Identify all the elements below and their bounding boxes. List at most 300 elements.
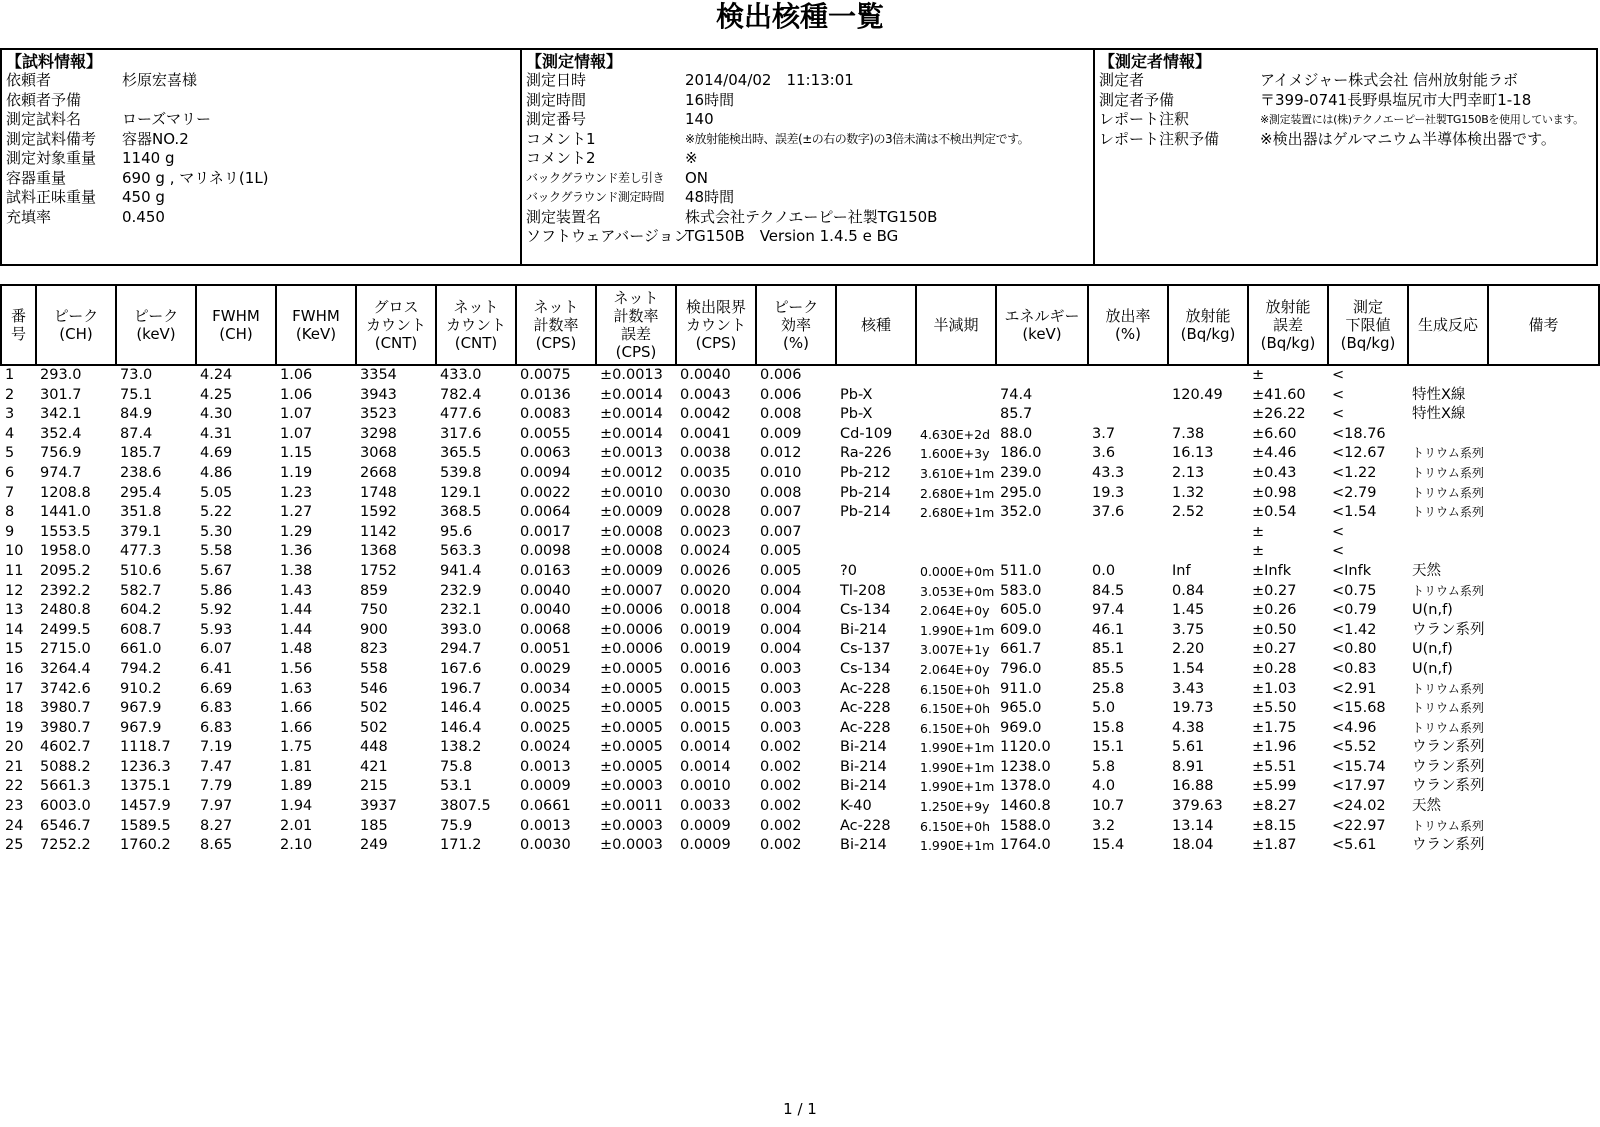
table-cell: <2.79: [1332, 484, 1377, 501]
table-cell: 1.56: [280, 660, 313, 677]
table-cell: [996, 523, 1088, 543]
table-cell: 433.0: [440, 367, 482, 383]
table-cell: 138.2: [440, 739, 482, 756]
table-cell: 605.0: [1000, 602, 1042, 619]
table-cell: ±6.60: [1252, 425, 1297, 442]
table-cell: 1236.3: [120, 758, 171, 775]
table-cell: <22.97: [1332, 817, 1386, 834]
measure-info-value: ※放射能検出時、誤差(±の右の数字)の3倍未満は不検出判定です。: [685, 131, 1030, 146]
table-cell: Pb-X: [840, 386, 873, 403]
table-cell: ±4.46: [1252, 445, 1297, 462]
table-cell: 539.8: [440, 464, 482, 481]
table-cell: ±5.51: [1252, 758, 1297, 775]
table-cell: Cs-134: [840, 602, 891, 619]
table-cell: 1.990E+1m: [920, 740, 995, 756]
table-cell: 85.1: [1092, 641, 1125, 658]
table-cell: <15.68: [1332, 700, 1386, 717]
table-cell: 558: [360, 660, 388, 677]
table-row: [1, 365, 1599, 386]
table-cell: 1.89: [280, 778, 313, 795]
table-cell: <1.42: [1332, 621, 1377, 638]
table-cell: 3980.7: [40, 719, 91, 736]
table-cell: 185.7: [120, 445, 162, 462]
table-cell: 295.0: [1000, 484, 1042, 501]
table-cell: ウラン系列: [1412, 778, 1485, 795]
table-cell: 608.7: [120, 621, 162, 638]
table-cell: [1488, 601, 1599, 621]
table-cell: 0.0661: [520, 798, 571, 815]
table-cell: 6.83: [200, 700, 233, 717]
table-cell: [916, 542, 996, 562]
table-cell: 0.0098: [520, 543, 571, 560]
column-header: グロス カウント (CNT): [356, 285, 436, 365]
table-cell: 0.0136: [520, 386, 571, 403]
table-cell: <0.80: [1332, 641, 1377, 658]
table-cell: [996, 365, 1088, 386]
table-cell: Pb-214: [840, 504, 891, 521]
table-cell: 941.4: [440, 562, 482, 579]
table-cell: 3.6: [1092, 445, 1116, 462]
table-cell: 794.2: [120, 660, 162, 677]
sample-info-row: [6, 188, 520, 208]
table-cell: 965.0: [1000, 700, 1042, 717]
column-header: ピーク (keV): [116, 285, 196, 365]
table-cell: 1.32: [1172, 484, 1205, 501]
table-cell: 171.2: [440, 837, 482, 854]
table-cell: <0.83: [1332, 660, 1377, 677]
table-cell: 6.150E+0h: [920, 681, 991, 697]
table-row: [1, 582, 1599, 602]
table-cell: 1.38: [280, 562, 313, 579]
table-cell: 0.004: [760, 602, 802, 619]
column-header: 備考: [1488, 285, 1599, 365]
table-cell: [916, 523, 996, 543]
page-number: 1 / 1: [783, 1100, 817, 1118]
sample-info-heading: 【試料情報】: [6, 52, 103, 71]
table-cell: [1408, 425, 1488, 445]
table-cell: 1375.1: [120, 778, 171, 795]
table-cell: トリウム系列: [1412, 465, 1484, 480]
column-header: 半減期: [916, 285, 996, 365]
table-cell: Bi-214: [840, 837, 887, 854]
table-cell: 0.0051: [520, 641, 571, 658]
table-cell: 3298: [360, 425, 397, 442]
table-cell: 911.0: [1000, 680, 1042, 697]
table-cell: 3523: [360, 406, 397, 423]
table-cell: 13: [5, 602, 24, 619]
page-title: 検出核種一覧: [715, 0, 884, 33]
table-cell: ウラン系列: [1412, 621, 1485, 638]
table-cell: [1088, 365, 1168, 386]
measurer-info-label: レポート注釈: [1099, 110, 1190, 128]
table-cell: ウラン系列: [1412, 837, 1485, 854]
table-cell: 0.0033: [680, 798, 731, 815]
table-cell: 1142: [360, 523, 397, 540]
table-cell: Tl-208: [840, 582, 886, 599]
table-cell: 295.4: [120, 484, 162, 501]
table-cell: 0.006: [760, 367, 802, 383]
table-cell: [1168, 523, 1248, 543]
column-header: 放出率 (%): [1088, 285, 1168, 365]
table-cell: 365.5: [440, 445, 482, 462]
table-cell: 0.0015: [680, 700, 731, 717]
table-cell: 1.07: [280, 406, 313, 423]
sample-info-value: 690 g , マリネリ(1L): [122, 168, 269, 187]
table-cell: 1.990E+1m: [920, 759, 995, 775]
table-cell: 750: [360, 602, 388, 619]
table-cell: 95.6: [440, 523, 473, 540]
table-cell: 967.9: [120, 719, 162, 736]
table-cell: [1488, 817, 1599, 837]
table-cell: 609.0: [1000, 621, 1042, 638]
table-cell: [1168, 405, 1248, 425]
table-cell: 4.38: [1172, 719, 1205, 736]
table-cell: 563.3: [440, 543, 482, 560]
table-cell: [1488, 425, 1599, 445]
table-cell: [1488, 738, 1599, 758]
table-cell: 1: [5, 367, 15, 383]
table-cell: 75.8: [440, 758, 473, 775]
table-cell: 0.0019: [680, 621, 731, 638]
table-cell: 0.003: [760, 700, 802, 717]
table-cell: 0.0035: [680, 464, 731, 481]
table-cell: 0.0023: [680, 523, 731, 540]
column-header: 測定 下限値 (Bq/kg): [1328, 285, 1408, 365]
table-cell: 5.0: [1092, 700, 1116, 717]
table-cell: トリウム系列: [1412, 720, 1484, 735]
table-cell: 5.61: [1172, 739, 1205, 756]
table-row: [1, 503, 1599, 523]
table-cell: 19.73: [1172, 700, 1214, 717]
table-cell: 0.006: [760, 386, 802, 403]
table-cell: Ac-228: [840, 700, 891, 717]
table-cell: 16.13: [1172, 445, 1214, 462]
table-cell: 0.0014: [680, 739, 731, 756]
table-cell: 85.7: [1000, 406, 1033, 423]
table-row: [1, 817, 1599, 837]
measure-info-row: [526, 188, 1093, 208]
table-cell: 2.52: [1172, 504, 1205, 521]
table-cell: 2.680E+1m: [920, 505, 995, 521]
table-cell: 0.0014: [680, 758, 731, 775]
table-cell: 823: [360, 641, 388, 658]
table-cell: 368.5: [440, 504, 482, 521]
table-cell: 0.0068: [520, 621, 571, 638]
table-cell: <0.75: [1332, 582, 1377, 599]
table-cell: 167.6: [440, 660, 482, 677]
table-cell: 88.0: [1000, 425, 1033, 442]
table-cell: 129.1: [440, 484, 482, 501]
table-cell: 0.0043: [680, 386, 731, 403]
measure-info-row: [526, 227, 1093, 247]
column-header: FWHM (CH): [196, 285, 276, 365]
sample-info-value: ローズマリー: [122, 110, 211, 128]
table-cell: 1441.0: [40, 504, 91, 521]
table-cell: [836, 523, 916, 543]
table-cell: 0.002: [760, 778, 802, 795]
table-cell: 6.83: [200, 719, 233, 736]
table-cell: 43.3: [1092, 464, 1125, 481]
table-cell: 0.0041: [680, 425, 731, 442]
table-cell: 2715.0: [40, 641, 91, 658]
table-cell: 5: [5, 445, 15, 462]
table-cell: 1.15: [280, 445, 313, 462]
table-cell: 448: [360, 739, 388, 756]
table-cell: [1488, 365, 1599, 386]
table-cell: 19.3: [1092, 484, 1125, 501]
table-cell: 0.005: [760, 543, 802, 560]
table-cell: 0.0009: [680, 817, 731, 834]
table-cell: 天然: [1412, 562, 1441, 579]
nuclide-table: [0, 284, 1600, 856]
table-cell: 7.38: [1172, 425, 1205, 442]
table-cell: <: [1332, 386, 1345, 403]
table-cell: ±0.0005: [600, 700, 663, 717]
table-cell: <1.22: [1332, 464, 1377, 481]
table-cell: 3.007E+1y: [920, 642, 990, 658]
table-cell: 186.0: [1000, 445, 1042, 462]
table-row: [1, 640, 1599, 660]
table-cell: 0.0028: [680, 504, 731, 521]
table-cell: 0.012: [760, 445, 802, 462]
table-cell: [1488, 719, 1599, 739]
measure-info-row: [526, 71, 1093, 91]
table-cell: 53.1: [440, 778, 473, 795]
table-cell: ±0.0005: [600, 680, 663, 697]
table-cell: 661.7: [1000, 641, 1042, 658]
sample-info-value: 0.450: [122, 207, 165, 226]
table-cell: [996, 542, 1088, 562]
table-cell: 6003.0: [40, 798, 91, 815]
table-cell: <5.52: [1332, 739, 1377, 756]
table-cell: <18.76: [1332, 425, 1386, 442]
table-cell: Bi-214: [840, 739, 887, 756]
table-cell: 3068: [360, 445, 397, 462]
table-cell: 0.0083: [520, 406, 571, 423]
table-cell: 0.004: [760, 621, 802, 638]
table-cell: 1460.8: [1000, 798, 1051, 815]
table-cell: ±0.0014: [600, 406, 663, 423]
table-cell: 249: [360, 837, 388, 854]
table-cell: 4.86: [200, 464, 233, 481]
table-cell: 1752: [360, 562, 397, 579]
table-cell: Cd-109: [840, 425, 893, 442]
measure-info-row: [526, 91, 1093, 111]
table-cell: 0.0042: [680, 406, 731, 423]
table-row: [1, 523, 1599, 543]
sample-info-row: [6, 208, 520, 228]
table-cell: ±0.0008: [600, 543, 663, 560]
table-cell: [1488, 484, 1599, 504]
measure-info-value: 16時間: [685, 90, 735, 109]
table-cell: 756.9: [40, 445, 82, 462]
table-cell: 5.86: [200, 582, 233, 599]
table-cell: ±0.54: [1252, 504, 1297, 521]
table-cell: トリウム系列: [1412, 446, 1484, 461]
column-header: 核種: [836, 285, 916, 365]
table-cell: 73.0: [120, 367, 153, 383]
table-cell: 0.0013: [520, 817, 571, 834]
table-cell: 14: [5, 621, 24, 638]
table-cell: 796.0: [1000, 660, 1042, 677]
measure-info-label: バックグラウンド測定時間: [526, 190, 665, 204]
table-cell: ±0.43: [1252, 464, 1297, 481]
table-cell: 0.0013: [520, 758, 571, 775]
measure-info-label: コメント2: [526, 149, 596, 167]
measurer-info-heading: 【測定者情報】: [1099, 52, 1212, 71]
table-cell: トリウム系列: [1412, 583, 1484, 598]
table-cell: 37.6: [1092, 504, 1125, 521]
table-cell: ±0.50: [1252, 621, 1297, 638]
table-row: [1, 777, 1599, 797]
table-cell: Ac-228: [840, 680, 891, 697]
table-cell: ±0.0014: [600, 386, 663, 403]
sample-info-label: 充填率: [6, 207, 52, 226]
table-cell: 1.250E+9y: [920, 799, 990, 815]
table-cell: Ra-226: [840, 445, 892, 462]
table-cell: [1088, 523, 1168, 543]
table-cell: [1088, 386, 1168, 406]
table-cell: 5.05: [200, 484, 233, 501]
table-cell: ±1.96: [1252, 739, 1297, 756]
table-cell: 2.13: [1172, 464, 1205, 481]
table-cell: 2.10: [280, 837, 313, 854]
table-cell: <12.67: [1332, 445, 1386, 462]
table-cell: ±0.27: [1252, 641, 1297, 658]
table-cell: 782.4: [440, 386, 482, 403]
measure-info-label: バックグラウンド差し引き: [526, 170, 665, 185]
table-row: [1, 562, 1599, 582]
table-cell: 421: [360, 758, 388, 775]
table-cell: 0.0075: [520, 367, 571, 383]
table-cell: 18: [5, 700, 24, 717]
table-cell: 1378.0: [1000, 778, 1051, 795]
table-cell: 583.0: [1000, 582, 1042, 599]
measure-info-value: ON: [685, 168, 709, 187]
table-cell: U(n,f): [1412, 602, 1453, 619]
measurer-info-value: ※測定装置には(株)テクノエーピー社製TG150Bを使用しています。: [1260, 113, 1584, 126]
table-cell: 0.0: [1092, 562, 1116, 579]
sample-info-section: [2, 50, 520, 264]
table-cell: ±41.60: [1252, 386, 1306, 403]
table-row: [1, 660, 1599, 680]
table-row: [1, 621, 1599, 641]
table-cell: 185: [360, 817, 388, 834]
table-cell: 7252.2: [40, 837, 91, 854]
table-cell: ±0.0011: [600, 798, 663, 815]
measurer-info-value: 〒399-0741長野県塩尻市大門幸町1-18: [1260, 90, 1532, 109]
table-cell: 1.990E+1m: [920, 779, 995, 795]
table-cell: ±0.0005: [600, 758, 663, 775]
table-cell: Cs-137: [840, 641, 891, 658]
sample-info-label: 測定対象重量: [6, 149, 97, 167]
table-cell: 0.0024: [680, 543, 731, 560]
measure-info-value: TG150B Version 1.4.5 e BG: [685, 227, 899, 245]
table-cell: 23: [5, 798, 24, 815]
table-cell: 1.45: [1172, 602, 1205, 619]
table-cell: 7.19: [200, 739, 233, 756]
table-cell: 25: [5, 837, 24, 854]
table-cell: 20: [5, 739, 24, 756]
table-row: [1, 484, 1599, 504]
table-cell: 6.150E+0h: [920, 701, 991, 717]
measure-info-label: コメント1: [526, 129, 596, 148]
table-cell: 1.75: [280, 739, 313, 756]
table-cell: Bi-214: [840, 778, 887, 795]
table-cell: 0.0015: [680, 680, 731, 697]
table-cell: 294.7: [440, 641, 482, 658]
table-cell: 2668: [360, 464, 397, 481]
table-cell: Ac-228: [840, 817, 891, 834]
table-cell: 7.97: [200, 798, 233, 815]
table-cell: 232.9: [440, 582, 482, 599]
table-cell: 5.58: [200, 543, 233, 560]
table-cell: 1589.5: [120, 817, 171, 834]
table-cell: 0.0009: [520, 778, 571, 795]
table-cell: 0.0030: [520, 837, 571, 854]
table-cell: 974.7: [40, 464, 82, 481]
sample-info-value: 容器NO.2: [122, 129, 189, 148]
table-cell: 0.004: [760, 641, 802, 658]
table-cell: ±0.0006: [600, 621, 663, 638]
table-cell: 3: [5, 406, 15, 423]
table-cell: 10: [5, 543, 24, 560]
table-cell: 967.9: [120, 700, 162, 717]
table-header-row: [1, 285, 1599, 365]
table-cell: 379.1: [120, 523, 162, 540]
table-cell: トリウム系列: [1412, 485, 1484, 500]
table-cell: 5.92: [200, 602, 233, 619]
table-row: [1, 601, 1599, 621]
table-row: [1, 386, 1599, 406]
table-cell: 24: [5, 817, 24, 834]
table-cell: [1088, 542, 1168, 562]
table-cell: 661.0: [120, 641, 162, 658]
table-cell: 6.41: [200, 660, 233, 677]
table-cell: 1.36: [280, 543, 313, 560]
table-cell: ±0.0005: [600, 719, 663, 736]
table-cell: ±: [1252, 543, 1265, 560]
table-cell: 1120.0: [1000, 739, 1051, 756]
measure-info-label: 測定時間: [526, 90, 587, 109]
table-cell: [916, 365, 996, 386]
table-cell: ±8.27: [1252, 798, 1297, 815]
table-cell: 0.0030: [680, 484, 731, 501]
column-header: ネット カウント (CNT): [436, 285, 516, 365]
table-cell: 0.0094: [520, 464, 571, 481]
table-cell: 0.0055: [520, 425, 571, 442]
table-cell: ±0.0007: [600, 582, 663, 599]
table-cell: 4.25: [200, 386, 233, 403]
table-cell: 8.91: [1172, 758, 1205, 775]
table-cell: ±0.0003: [600, 837, 663, 854]
table-cell: 4.0: [1092, 778, 1116, 795]
table-cell: 75.1: [120, 386, 153, 403]
table-cell: 0.0034: [520, 680, 571, 697]
table-cell: <2.91: [1332, 680, 1377, 697]
table-cell: Pb-214: [840, 484, 891, 501]
table-cell: 5088.2: [40, 758, 91, 775]
table-cell: 1764.0: [1000, 837, 1051, 854]
table-cell: 3.2: [1092, 817, 1116, 834]
table-cell: 6.150E+0h: [920, 818, 991, 834]
table-cell: ±0.0006: [600, 602, 663, 619]
sample-info-value: 杉原宏喜様: [122, 71, 198, 89]
table-cell: <: [1332, 406, 1345, 423]
table-cell: 19: [5, 719, 24, 736]
table-cell: 0.0022: [520, 484, 571, 501]
table-cell: 502: [360, 700, 388, 717]
